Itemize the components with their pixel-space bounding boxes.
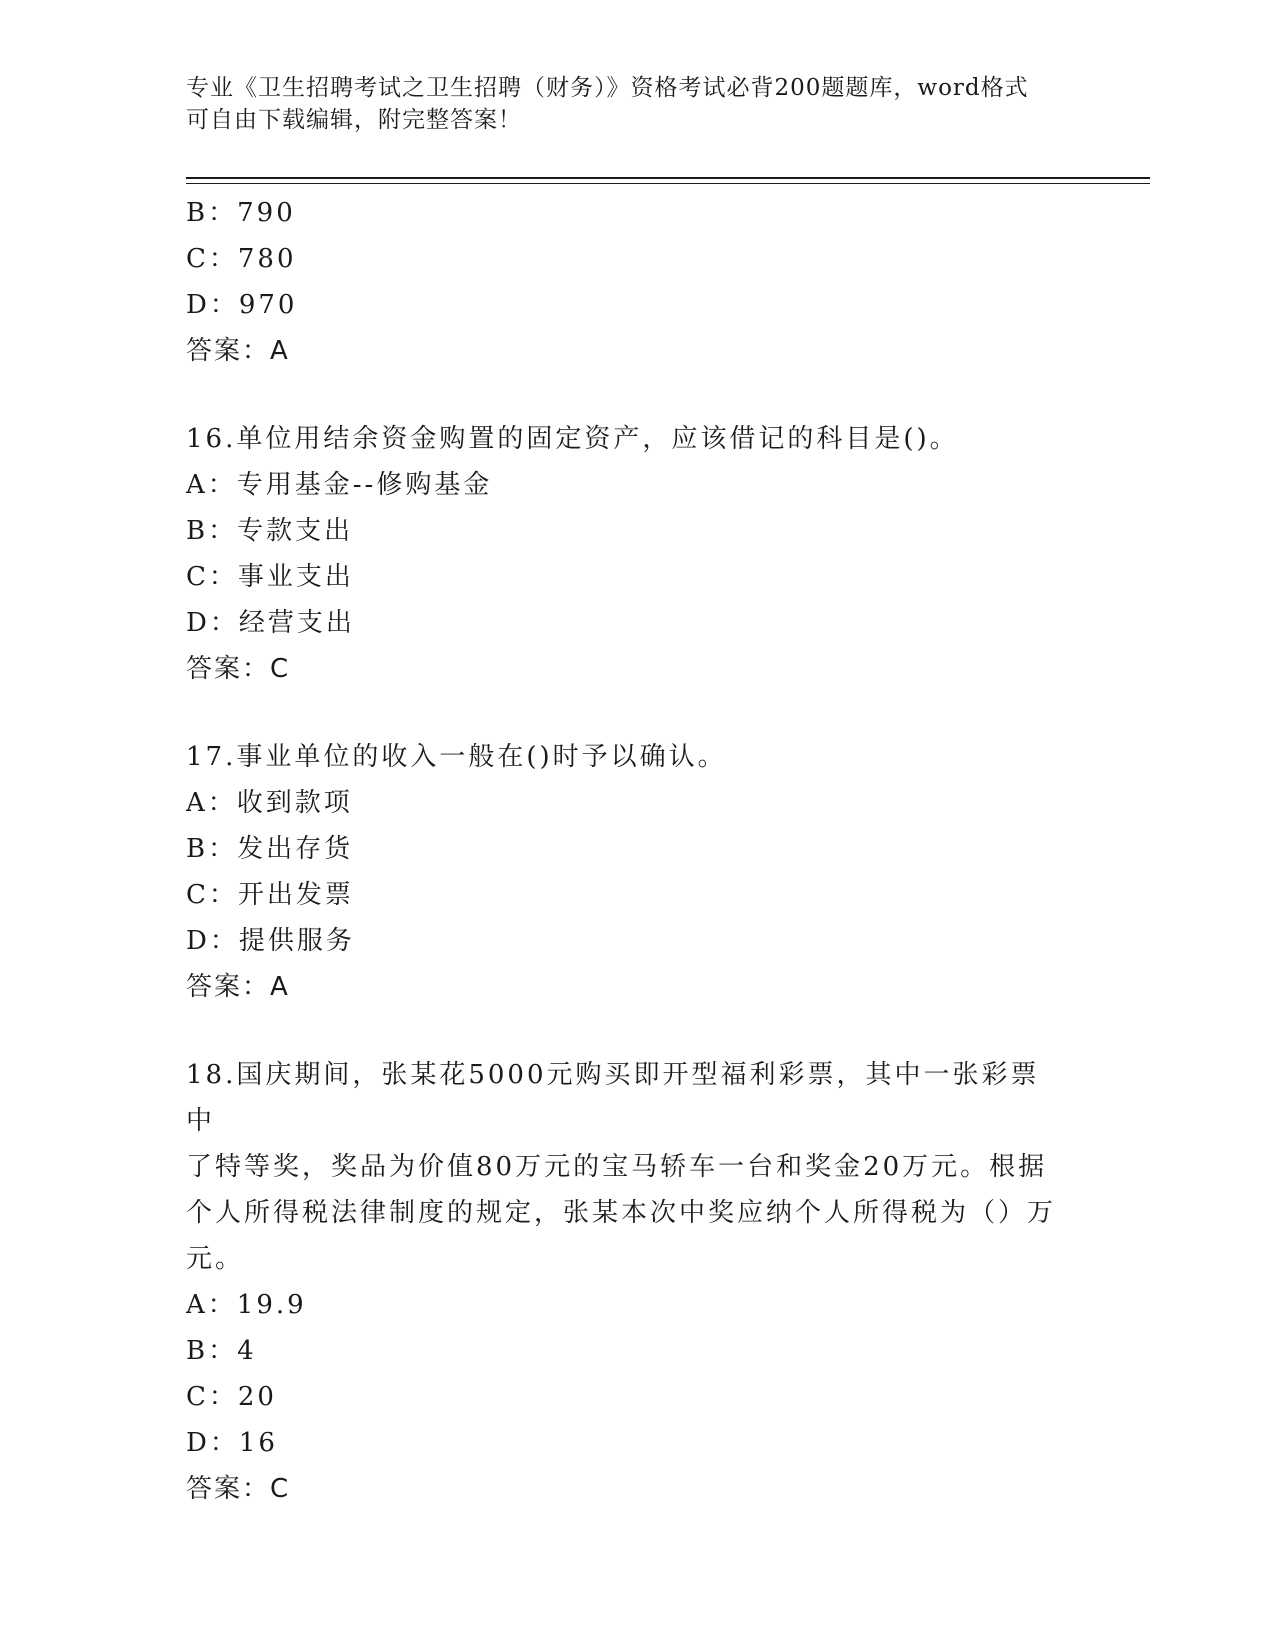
q18-option-a: A：19.9 — [186, 1290, 307, 1320]
q18-stem-line-3: 个人所得税法律制度的规定，张某本次中奖应纳个人所得税为（）万 — [186, 1198, 1057, 1228]
q18-stem-line-4: 元。 — [186, 1244, 245, 1274]
header-line-1: 专业《卫生招聘考试之卫生招聘（财务）》资格考试必背200题题库，word格式 — [186, 75, 1029, 101]
document-header — [186, 72, 1056, 136]
q16-option-c: C：事业支出 — [186, 562, 354, 592]
spacer — [186, 1010, 1066, 1052]
q16-answer: 答案：C — [186, 654, 291, 684]
q15-option-d: D：970 — [186, 290, 298, 320]
spacer — [186, 692, 1066, 734]
q18-option-c: C：20 — [186, 1382, 277, 1412]
question-17 — [186, 734, 1066, 1010]
q16-option-a: A：专用基金--修购基金 — [186, 470, 493, 500]
q18-answer: 答案：C — [186, 1474, 291, 1504]
q15-answer: 答案：A — [186, 336, 290, 366]
q17-option-a: A：收到款项 — [186, 788, 353, 818]
q18-stem-line-2: 了特等奖，奖品为价值80万元的宝马轿车一台和奖金20万元。根据 — [186, 1152, 1048, 1182]
q16-stem: 16.单位用结余资金购置的固定资产，应该借记的科目是()。 — [186, 424, 959, 454]
q18-stem-line-1: 18.国庆期间，张某花5000元购买即开型福利彩票，其中一张彩票中 — [186, 1060, 1040, 1136]
spacer — [186, 374, 1066, 416]
q15-option-b: B：790 — [186, 198, 296, 228]
q15-option-c: C：780 — [186, 244, 297, 274]
header-line-2: 可自由下载编辑，附完整答案！ — [186, 107, 522, 133]
q17-stem: 17.事业单位的收入一般在()时予以确认。 — [186, 742, 727, 772]
q16-option-d: D：经营支出 — [186, 608, 355, 638]
question-list — [186, 190, 1066, 1512]
question-15-continued — [186, 190, 1066, 374]
q16-option-b: B：专款支出 — [186, 516, 354, 546]
q17-option-c: C：开出发票 — [186, 880, 354, 910]
header-divider-thick — [186, 177, 1150, 179]
q18-option-b: B：4 — [186, 1336, 257, 1366]
header-divider-thin — [186, 183, 1150, 184]
question-16 — [186, 416, 1066, 692]
q17-option-b: B：发出存货 — [186, 834, 354, 864]
question-18 — [186, 1052, 1066, 1512]
q17-option-d: D：提供服务 — [186, 926, 355, 956]
q18-option-d: D：16 — [186, 1428, 278, 1458]
q17-answer: 答案：A — [186, 972, 290, 1002]
